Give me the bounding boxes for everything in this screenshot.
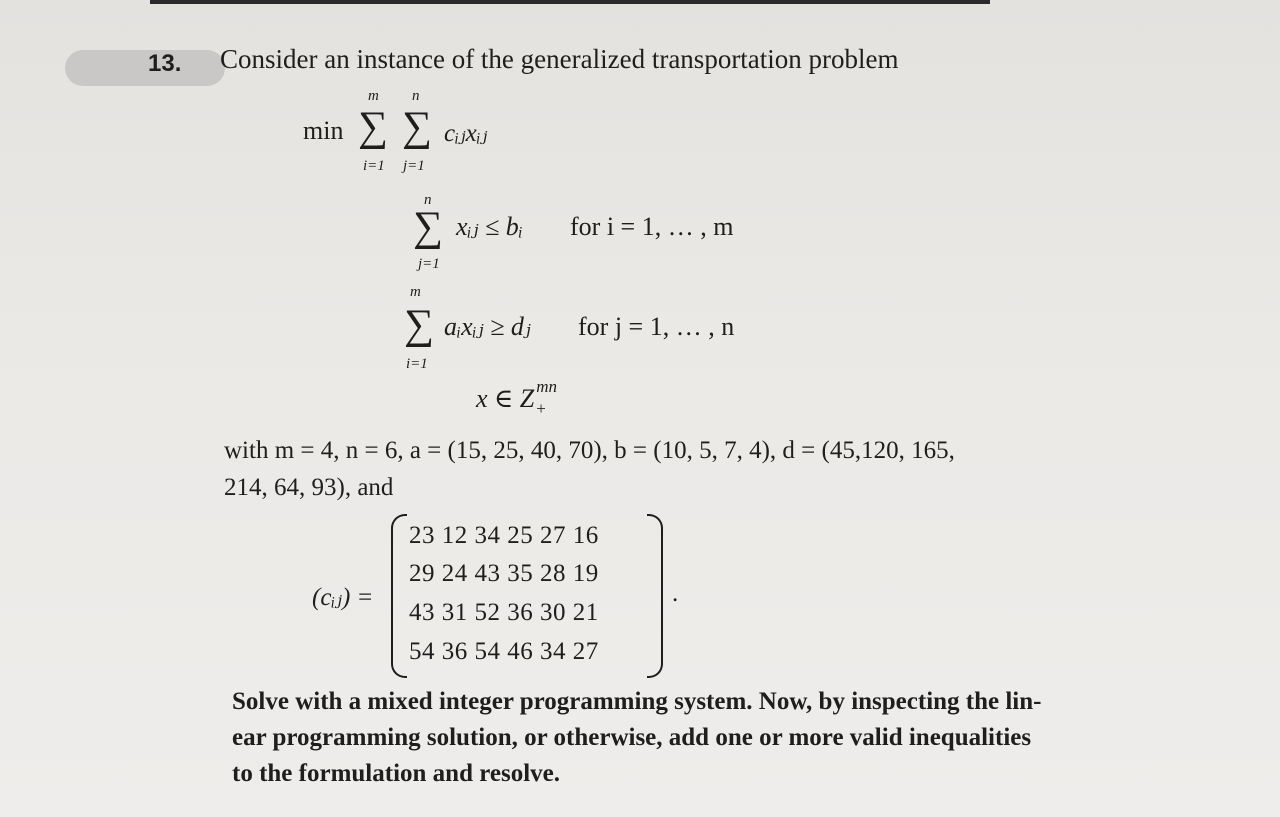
domain-subscript: +: [536, 399, 546, 418]
problem-number: 13.: [148, 50, 182, 77]
matrix-row-1: 23 12 34 25 27 16: [409, 522, 599, 549]
c2-sum: ∑: [404, 302, 434, 348]
c2-lower: i=1: [406, 356, 428, 372]
closing-line-3: to the formulation and resolve.: [232, 760, 560, 787]
c2-body: aᵢxᵢⱼ ≥ dⱼ: [444, 312, 531, 341]
obj-lower-i: i=1: [363, 158, 385, 174]
c1-condition: for i = 1, … , m: [570, 212, 734, 241]
cost-matrix-label: (cᵢⱼ) =: [312, 584, 374, 611]
highlight-band: [65, 50, 225, 86]
domain-expr: [476, 377, 570, 418]
matrix-right-bracket: [647, 514, 663, 678]
c1-upper: n: [424, 192, 432, 208]
closing-line-2: ear programming solution, or otherwise, add one or more valid inequalities: [232, 724, 1032, 751]
closing-line-1: Solve with a mixed integer programming system. Now, by inspecting the lin-: [232, 688, 1042, 715]
matrix-row-2: 29 24 43 35 28 19: [409, 560, 599, 587]
with-line-1: with m = 4, n = 6, a = (15, 25, 40, 70), b = (10, 5, 7, 4), d = (45,120, 165,: [224, 437, 955, 464]
page-edge-bar: [150, 0, 990, 4]
c2-condition: for j = 1, … , n: [578, 312, 735, 341]
c1-sum: ∑: [413, 204, 443, 250]
matrix-row-3: 43 31 52 36 30 21: [409, 599, 599, 626]
obj-lower-j: j=1: [403, 158, 425, 174]
obj-summand: cᵢⱼxᵢⱼ: [444, 120, 488, 147]
obj-sum-i: ∑: [358, 104, 388, 150]
problem-lead-text: Consider an instance of the generalized transportation problem: [220, 44, 899, 74]
obj-upper-j: n: [412, 88, 420, 104]
obj-sum-j: ∑: [402, 104, 432, 150]
c1-body: xᵢⱼ ≤ bᵢ: [456, 212, 523, 241]
obj-upper-i: m: [368, 88, 379, 104]
matrix-row-4: 54 36 54 46 34 27: [409, 638, 599, 665]
min-label: min: [303, 116, 344, 145]
domain-superscript: mn: [536, 377, 558, 396]
matrix-left-bracket: [391, 514, 407, 678]
cost-matrix: [391, 514, 663, 674]
c2-upper: m: [410, 284, 421, 300]
with-line-2: 214, 64, 93), and: [224, 474, 394, 501]
domain-base: x ∈ Z: [476, 384, 535, 413]
matrix-period: .: [672, 580, 679, 607]
c1-lower: j=1: [418, 256, 440, 272]
